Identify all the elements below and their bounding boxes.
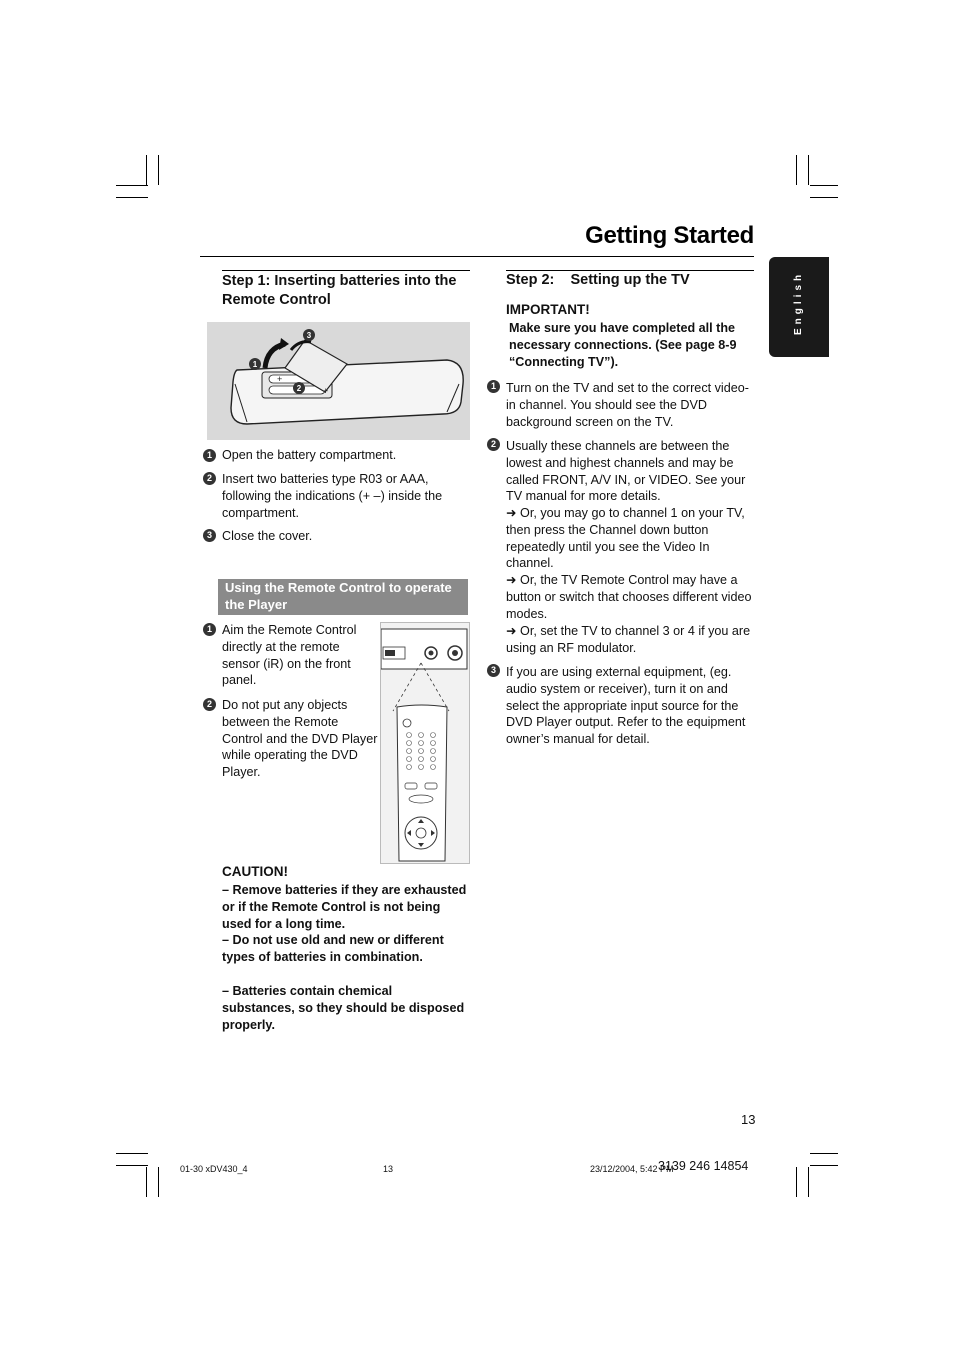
title-rule bbox=[200, 256, 754, 257]
step1-rule bbox=[222, 270, 470, 271]
step2-tip: ➜ Or, the TV Remote Control may have a button or switch that chooses different video modes. bbox=[506, 573, 752, 621]
step1-item-text: Insert two batteries type R03 or AAA, following the indications (+ –) inside the compartment. bbox=[222, 472, 443, 520]
callout-1: 1 bbox=[252, 360, 258, 369]
crop-mark bbox=[158, 1167, 159, 1197]
page-title: Getting Started bbox=[585, 222, 754, 249]
svg-text:+: + bbox=[323, 386, 329, 396]
crop-mark bbox=[810, 185, 838, 186]
remote-battery-drawing bbox=[207, 322, 470, 440]
remote-item-text: Do not put any objects between the Remote Control and the DVD Player while operating the DVD Player. bbox=[222, 698, 378, 780]
crop-mark bbox=[146, 155, 147, 185]
step1-item-number: 3 bbox=[203, 529, 216, 542]
remote-section-banner-text: Using the Remote Control to operate the Player bbox=[225, 580, 452, 612]
step2-item-number: 2 bbox=[487, 438, 500, 451]
step1-item-number: 2 bbox=[203, 472, 216, 485]
crop-mark bbox=[116, 1153, 148, 1154]
footer-code: 3139 246 14854 bbox=[658, 1159, 749, 1173]
important-text: Make sure you have completed all the necessary connections. (See page 8-9 “Connecting TV”). bbox=[509, 321, 737, 369]
crop-mark bbox=[810, 197, 838, 198]
remote-item-text: Aim the Remote Control directly at the remote sensor (iR) on the front panel. bbox=[222, 623, 357, 688]
crop-mark bbox=[810, 1165, 838, 1166]
step2-heading: Step 2: Setting up the TV bbox=[506, 272, 690, 288]
language-tab-label: English bbox=[793, 270, 804, 335]
remote-aim-drawing bbox=[381, 623, 469, 863]
callout-2: 2 bbox=[296, 384, 302, 393]
remote-item-number: 2 bbox=[203, 698, 216, 711]
crop-mark bbox=[116, 197, 148, 198]
step2-item-text: Turn on the TV and set to the correct video-in channel. You should see the DVD background screen on the TV. bbox=[506, 381, 749, 429]
step1-item-text: Open the battery compartment. bbox=[222, 448, 397, 462]
step1-item-text: Close the cover. bbox=[222, 529, 313, 543]
crop-mark bbox=[808, 155, 809, 185]
crop-mark bbox=[116, 185, 148, 186]
step1-heading: Step 1: Inserting batteries into the Remote Control bbox=[222, 273, 457, 308]
battery-illustration bbox=[207, 322, 470, 440]
step2-item-number: 1 bbox=[487, 380, 500, 393]
footer-date: 23/12/2004, 5:42 PM bbox=[590, 1164, 674, 1174]
remote-section-banner bbox=[218, 579, 468, 615]
caution-line: – Remove batteries if they are exhausted or if the Remote Control is not being used for a long time. bbox=[222, 883, 467, 931]
footer-file: 01-30 xDV430_4 bbox=[180, 1164, 248, 1174]
step2-tip: ➜ Or, set the TV to channel 3 or 4 if you are using an RF modulator. bbox=[506, 624, 751, 655]
crop-mark bbox=[158, 155, 159, 185]
remote-player-illustration bbox=[380, 622, 470, 864]
crop-mark bbox=[808, 1167, 809, 1197]
crop-mark bbox=[796, 1167, 797, 1197]
step2-item-number: 3 bbox=[487, 664, 500, 677]
step2-item-text: Usually these channels are between the lowest and highest channels and may be called FRONT, A/V IN, or VIDEO. See your TV manual for more details. bbox=[506, 439, 746, 504]
language-tab bbox=[769, 257, 829, 357]
footer-sheet: 13 bbox=[383, 1164, 394, 1174]
caution-line: – Batteries contain chemical substances, so they should be disposed properly. bbox=[222, 984, 465, 1032]
callout-3: 3 bbox=[306, 331, 312, 340]
crop-mark bbox=[116, 1165, 148, 1166]
step2-item-text: If you are using external equipment, (eg. audio system or receiver), turn it on and select the appropriate input source for the DVD Player output. Refer to the equipment owner’s manual for detail. bbox=[506, 665, 746, 747]
crop-mark bbox=[810, 1153, 838, 1154]
important-heading: IMPORTANT! bbox=[506, 302, 590, 317]
caution-heading: CAUTION! bbox=[222, 864, 288, 879]
caution-line: – Do not use old and new or different types of batteries in combination. bbox=[222, 933, 444, 964]
crop-mark bbox=[146, 1167, 147, 1197]
page-number: 13 bbox=[741, 1112, 756, 1127]
crop-mark bbox=[796, 155, 797, 185]
remote-item-number: 1 bbox=[203, 623, 216, 636]
svg-text:+: + bbox=[277, 374, 283, 384]
step2-tip: ➜ Or, you may go to channel 1 on your TV, then press the Channel down button repeatedly until you see the Video In channel. bbox=[506, 506, 745, 571]
step1-item-number: 1 bbox=[203, 449, 216, 462]
